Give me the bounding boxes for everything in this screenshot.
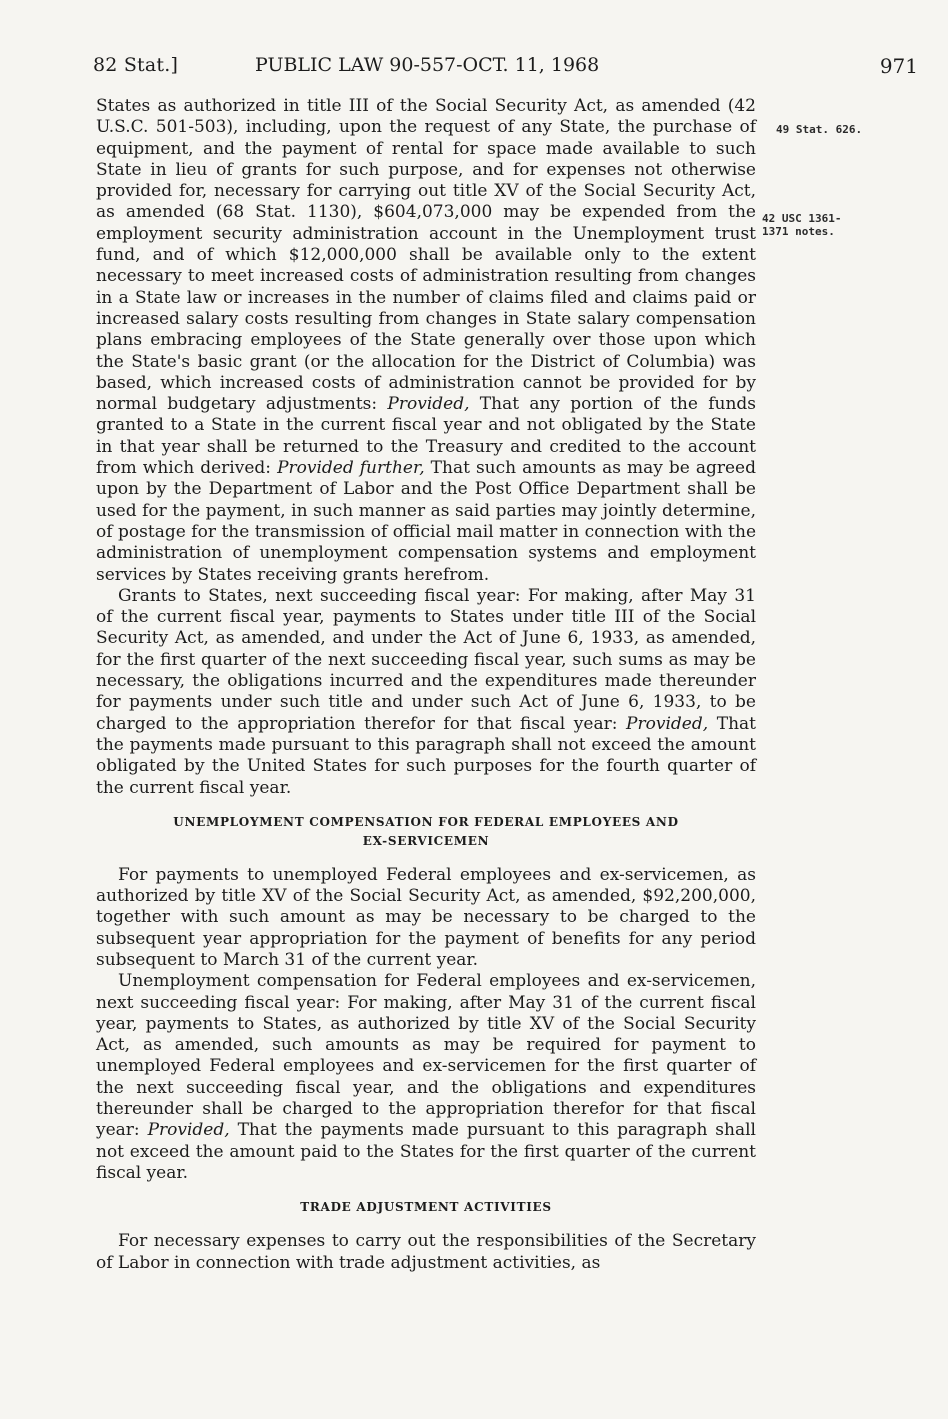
section-heading-unemployment-compensation bbox=[96, 813, 756, 851]
text-run: Grants to States, next succeeding fiscal year: For making, after May 31 of the current fiscal year, payments to States under title III of the Social Security Act, as amended, and under the Act of June 6, 1933, as amended, for the first quarter of the next succeeding fiscal year, such sums as may be necessary, the obligations incurred and the expenditures made thereunder for payments under such title and under such Act of June 6, 1933, to be charged to the appropriation therefor for that fiscal year: bbox=[96, 585, 756, 734]
law-title: PUBLIC LAW 90-557-OCT. 11, 1968 bbox=[255, 54, 600, 76]
heading-line: UNEMPLOYMENT COMPENSATION FOR FEDERAL EMPLOYEES AND bbox=[173, 814, 679, 829]
page-number: 971 bbox=[879, 54, 918, 78]
paragraph-federal-employees-payments: For payments to unemployed Federal employees and ex-servicemen, as authorized by title XV of the Social Security Act, as amended, $92,200,000, together with such amount as may be necessary to be charged to the subsequent year appropriation for the payment of benefits for any period subsequent to March 31 of the current year. bbox=[96, 864, 756, 970]
text-run: That the payments made pursuant to this paragraph shall not exceed the amount paid to the States for the first quarter of the current fiscal year. bbox=[96, 1120, 756, 1183]
text-run: That any portion of the funds granted to a State in the current fiscal year and not obligated by the State in that year shall be returned to the Treasury and credited to the account from which derived: bbox=[96, 394, 756, 479]
text-run: That the payments made pursuant to this paragraph shall not exceed the amount obligated by the United States for such purposes for the fourth quarter of the current fiscal year. bbox=[96, 713, 756, 798]
page-header bbox=[93, 54, 918, 84]
paragraph-trade-adjustment: For necessary expenses to carry out the responsibilities of the Secretary of Labor in connection with trade adjustment activities, as bbox=[96, 1231, 756, 1273]
margin-note-42-usc bbox=[762, 212, 852, 238]
text-run: States as authorized in title III of the Social Security Act, as amended (42 U.S.C. 501-503), including, upon the request of any State, the purchase of equipment, and the payment of rental for space made available to such State in lieu of grants for such purpose, and for expenses not otherwise provided for, necessary for carrying out title XV of the Social Security Act, as amended (68 Stat. 1130), $604,073,000 may be expended from the employment security administration account in the Unemployment trust fund, and of which $12,000,000 shall be available only to the extent necessary to meet increased costs of administration resulting from changes in a State law or increases in the number of claims filed and claims paid or increased salary costs resulting from changes in State salary compensation plans embracing employees of the State generally over those upon which the State's basic grant (or the allocation for the District of Columbia) was based, which increased costs of administration cannot be provided for by normal budgetary adjustments: bbox=[96, 96, 756, 415]
provided-italic: Provided, bbox=[626, 713, 709, 734]
margin-note-line: 1371 notes. bbox=[762, 225, 835, 238]
text-run: That such amounts as may be agreed upon by the Department of Labor and the Post Office Department shall be used for the payment, in such manner as said parties may jointly determine, of postage for the transmission of official mail matter in connection with the administration of unemployment compensation systems and employment services by States receiving grants herefrom. bbox=[96, 458, 756, 585]
provided-further-italic: Provided further, bbox=[277, 458, 425, 479]
provided-italic: Provided, bbox=[147, 1120, 230, 1141]
provided-italic: Provided, bbox=[387, 394, 470, 415]
margin-note-line: 42 USC 1361- bbox=[762, 212, 842, 225]
heading-line: TRADE ADJUSTMENT ACTIVITIES bbox=[300, 1200, 552, 1215]
paragraph-employment-security bbox=[96, 96, 756, 586]
paragraph-grants-to-states bbox=[96, 586, 756, 799]
section-heading-trade-adjustment bbox=[96, 1198, 756, 1217]
paragraph-next-fiscal-year bbox=[96, 971, 756, 1184]
document-body bbox=[96, 96, 756, 1274]
margin-note-49-stat: 49 Stat. 626. bbox=[776, 123, 863, 136]
heading-line: EX-SERVICEMEN bbox=[362, 833, 490, 848]
text-run: Unemployment compensation for Federal employees and ex-servicemen, next succeeding fiscal year: For making, after May 31 of the current fiscal year, payments to States, as authorized by title XV of the Social Security Act, as amended, such amounts as may be required for payment to unemployed Federal employees and ex-servicemen for the first quarter of the next succeeding fiscal year, and the obligations and expenditures thereunder shall be charged to the appropriation therefor for that fiscal year: bbox=[96, 971, 756, 1141]
statute-reference: 82 Stat.] bbox=[93, 54, 179, 76]
